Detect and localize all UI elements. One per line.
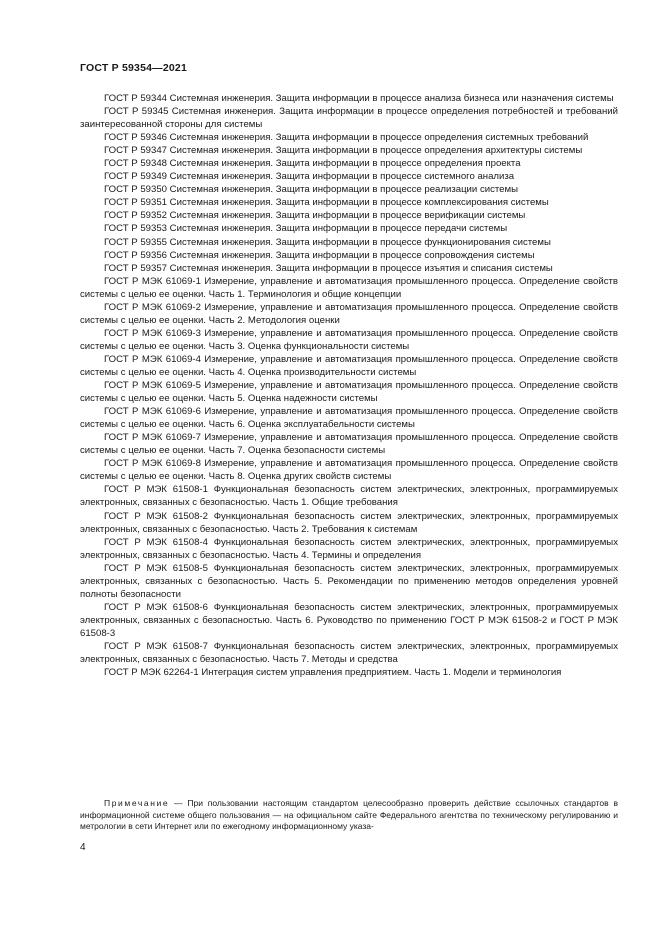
note-label: Примечание	[104, 798, 170, 808]
note-text: — При пользовании настоящим стандартом целесообразно проверить действие ссылочных стандартов в информационной системе общего пользования — на официальном сайте Федерального агентства по техническому регулированию и метрологии в сети Интернет или по ежегодному информационному указа-	[80, 798, 618, 832]
reference-item: ГОСТ Р МЭК 61069-2 Измерение, управление и автоматизация промышленного процесса. Определение свойств системы с целью ее оценки. Часть 2. Методология оценки	[80, 301, 618, 326]
reference-item: ГОСТ Р МЭК 61508-5 Функциональная безопасность систем электрических, электронных, программируемых электронных, связанных с безопасностью. Часть 5. Рекомендации по применению методов определения уровней полноты безопасности	[80, 562, 618, 600]
reference-item: ГОСТ Р 59353 Системная инженерия. Защита информации в процессе передачи системы	[104, 223, 508, 235]
reference-item: ГОСТ Р МЭК 61069-7 Измерение, управление и автоматизация промышленного процесса. Определение свойств системы с целью ее оценки. Часть 7. Оценка безопасности системы	[80, 432, 618, 457]
reference-item: ГОСТ Р МЭК 61508-2 Функциональная безопасность систем электрических, электронных, программируемых электронных, связанных с безопасностью. Часть 2. Требования к системам	[80, 510, 618, 535]
reference-item: ГОСТ Р МЭК 61508-1 Функциональная безопасность систем электрических, электронных, программируемых электронных, связанных с безопасностью. Часть 1. Общие требования	[80, 484, 618, 509]
reference-item: ГОСТ Р МЭК 61508-4 Функциональная безопасность систем электрических, электронных, программируемых электронных, связанных с безопасностью. Часть 4. Термины и определения	[80, 536, 618, 561]
footnote-note	[80, 798, 618, 833]
reference-item: ГОСТ Р МЭК 61069-5 Измерение, управление и автоматизация промышленного процесса. Определение свойств системы с целью ее оценки. Часть 5. Оценка надежности системы	[80, 380, 618, 405]
reference-item: ГОСТ Р 59357 Системная инженерия. Защита информации в процессе изъятия и списания системы	[104, 262, 553, 274]
document-header: ГОСТ Р 59354—2021	[80, 62, 188, 74]
reference-item: ГОСТ Р МЭК 61069-1 Измерение, управление и автоматизация промышленного процесса. Определение свойств системы с целью ее оценки. Часть 1. Терминология и общие концепции	[80, 275, 618, 300]
page-number: 4	[80, 842, 86, 853]
reference-item: ГОСТ Р МЭК 61508-6 Функциональная безопасность систем электрических, электронных, программируемых электронных, связанных с безопасностью. Часть 6. Руководство по применению ГОСТ Р МЭК 61508-2 и ГОСТ Р МЭК 61508-3	[80, 601, 618, 639]
reference-item: ГОСТ Р МЭК 61508-7 Функциональная безопасность систем электрических, электронных, программируемых электронных, связанных с безопасностью. Часть 7. Методы и средства	[80, 640, 618, 666]
reference-item: ГОСТ Р 59344 Системная инженерия. Защита информации в процессе анализа бизнеса или назначения системы	[104, 93, 614, 104]
reference-item: ГОСТ Р 59352 Системная инженерия. Защита информации в процессе верификации системы	[104, 210, 526, 222]
reference-item: ГОСТ Р МЭК 61069-8 Измерение, управление и автоматизация промышленного процесса. Определение свойств системы с целью ее оценки. Часть 8. Оценка других свойств системы	[80, 458, 618, 483]
reference-item: ГОСТ Р МЭК 61069-4 Измерение, управление и автоматизация промышленного процесса. Определение свойств системы с целью ее оценки. Часть 4. Оценка производительности системы	[80, 353, 618, 378]
reference-item: ГОСТ Р 59346 Системная инженерия. Защита информации в процессе определения системных требований	[104, 132, 589, 144]
reference-item: ГОСТ Р МЭК 61069-6 Измерение, управление и автоматизация промышленного процесса. Определение свойств системы с целью ее оценки. Часть 6. Оценка эксплуатабельности системы	[80, 406, 618, 431]
normative-references-list	[80, 92, 618, 679]
reference-item: ГОСТ Р 59348 Системная инженерия. Защита информации в процессе определения проекта	[104, 158, 521, 170]
reference-item: ГОСТ Р МЭК 61069-3 Измерение, управление и автоматизация промышленного процесса. Определение свойств системы с целью ее оценки. Часть 3. Оценка функциональности системы	[80, 327, 618, 352]
reference-item: ГОСТ Р 59350 Системная инженерия. Защита информации в процессе реализации системы	[104, 184, 519, 196]
reference-item: ГОСТ Р 59356 Системная инженерия. Защита информации в процессе сопровождения системы	[104, 249, 535, 261]
reference-item: ГОСТ Р 59351 Системная инженерия. Защита информации в процессе комплексирования системы	[104, 197, 549, 209]
reference-item: ГОСТ Р 59347 Системная инженерия. Защита информации в процессе определения архитектуры системы	[104, 145, 583, 157]
reference-item: ГОСТ Р 59355 Системная инженерия. Защита информации в процессе функционирования системы	[104, 236, 551, 248]
reference-item: ГОСТ Р 59349 Системная инженерия. Защита информации в процессе системного анализа	[104, 171, 515, 183]
reference-item: ГОСТ Р 59345 Системная инженерия. Защита информации в процессе определения потребностей и требований заинтересованной стороны для системы	[80, 106, 618, 131]
reference-item: ГОСТ Р МЭК 62264-1 Интеграция систем управления предприятием. Часть 1. Модели и терминология	[104, 667, 562, 679]
